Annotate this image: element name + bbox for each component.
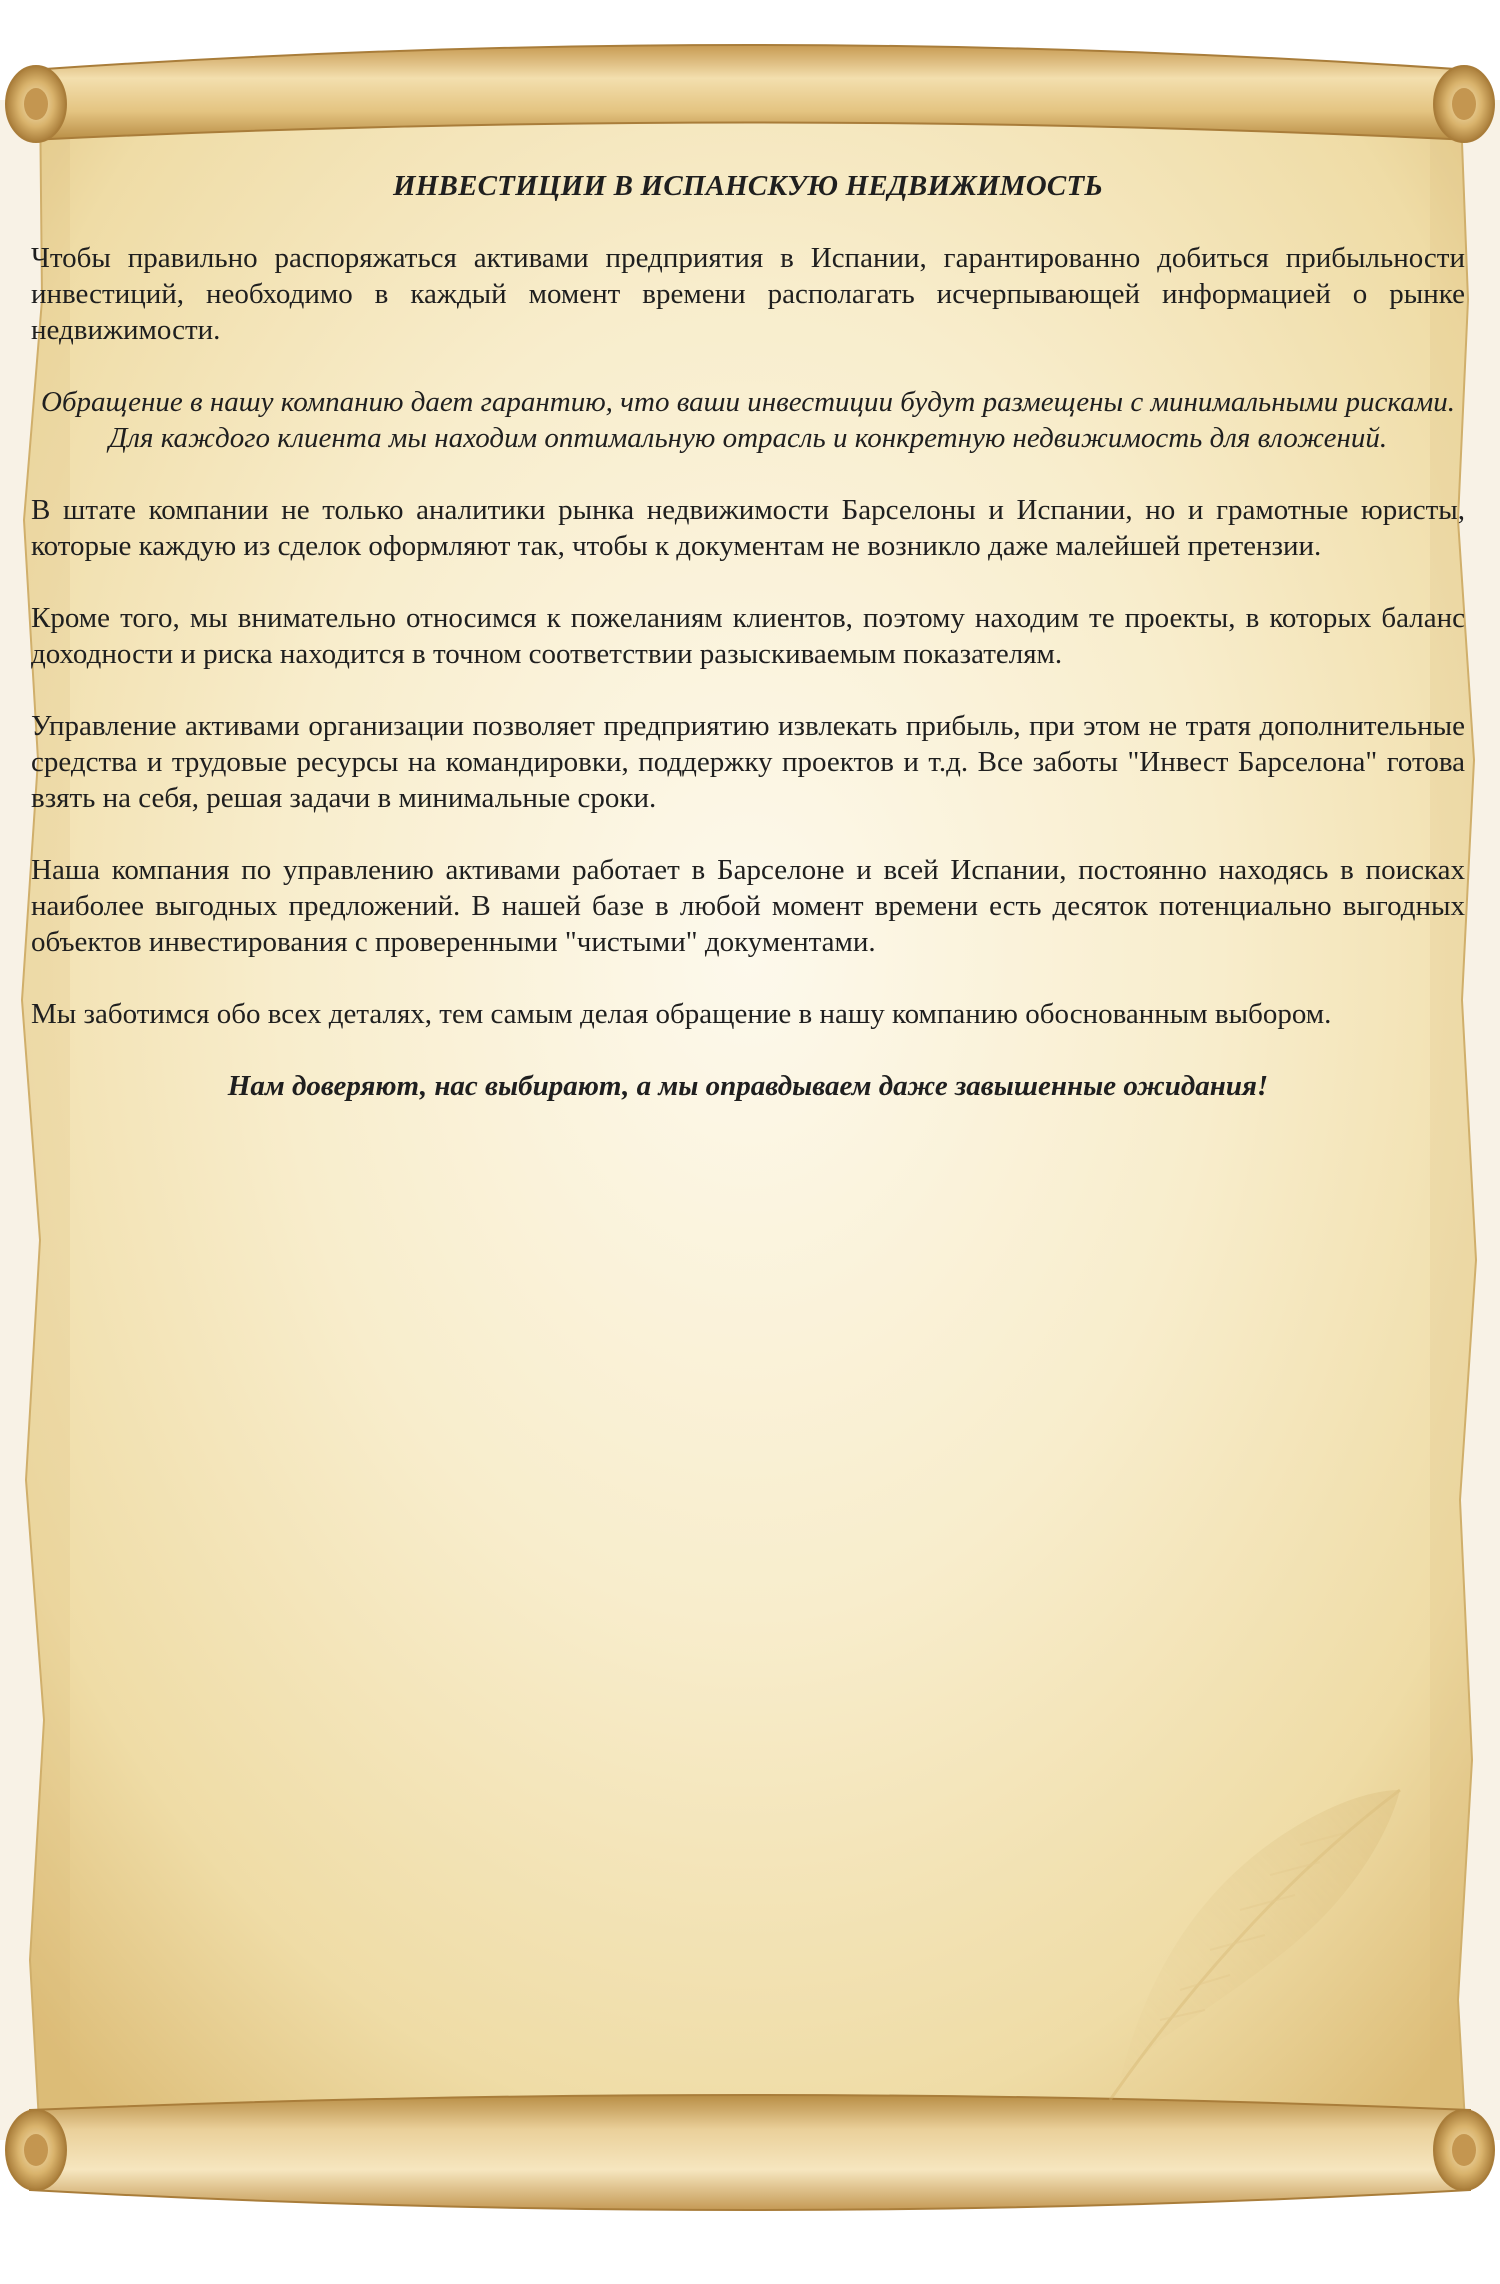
document-body <box>31 168 1465 1104</box>
paragraph-guarantee: Обращение в нашу компанию дает гарантию, что ваши инвестиции будут размещены с минимальными рисками. Для каждого клиента мы находим оптимальную отрасль и конкретную недвижимость для вложений. <box>41 386 1455 454</box>
document-title: ИНВЕСТИЦИИ В ИСПАНСКУЮ НЕДВИЖИМОСТЬ <box>393 170 1103 202</box>
paragraph-asset-management: Управление активами организации позволяет предприятию извлекать прибыль, при этом не тратя дополнительные средства и трудовые ресурсы на командировки, поддержку проектов и т.д. Все заботы "Инвест Барселона" готова взять на себя, решая задачи в минимальные сроки. <box>31 710 1465 814</box>
bottom-roll <box>30 2095 1470 2210</box>
paragraph-company: Наша компания по управлению активами работает в Барселоне и всей Испании, постоянно находясь в поисках наиболее выгодных предложений. В нашей базе в любой момент времени есть десяток потенциально выгодных объектов инвестирования с проверенными "чистыми" документами. <box>31 854 1465 958</box>
closing-slogan: Нам доверяют, нас выбирают, а мы оправдываем даже завышенные ожидания! <box>227 1070 1269 1102</box>
paragraph-details: Мы заботимся обо всех деталях, тем самым делая обращение в нашу компанию обоснованным выбором. <box>31 998 1332 1030</box>
paragraph-intro: Чтобы правильно распоряжаться активами предприятия в Испании, гарантированно добиться прибыльности инвестиций, необходимо в каждый момент времени располагать исчерпывающей информацией о рынке недвижимости. <box>31 242 1465 346</box>
paragraph-clients: Кроме того, мы внимательно относимся к пожеланиям клиентов, поэтому находим те проекты, в которых баланс доходности и риска находится в точном соответствии разыскиваемым показателям. <box>31 602 1465 670</box>
paragraph-staff: В штате компании не только аналитики рынка недвижимости Барселоны и Испании, но и грамотные юристы, которые каждую из сделок оформляют так, чтобы к документам не возникло даже малейшей претензии. <box>31 494 1465 562</box>
